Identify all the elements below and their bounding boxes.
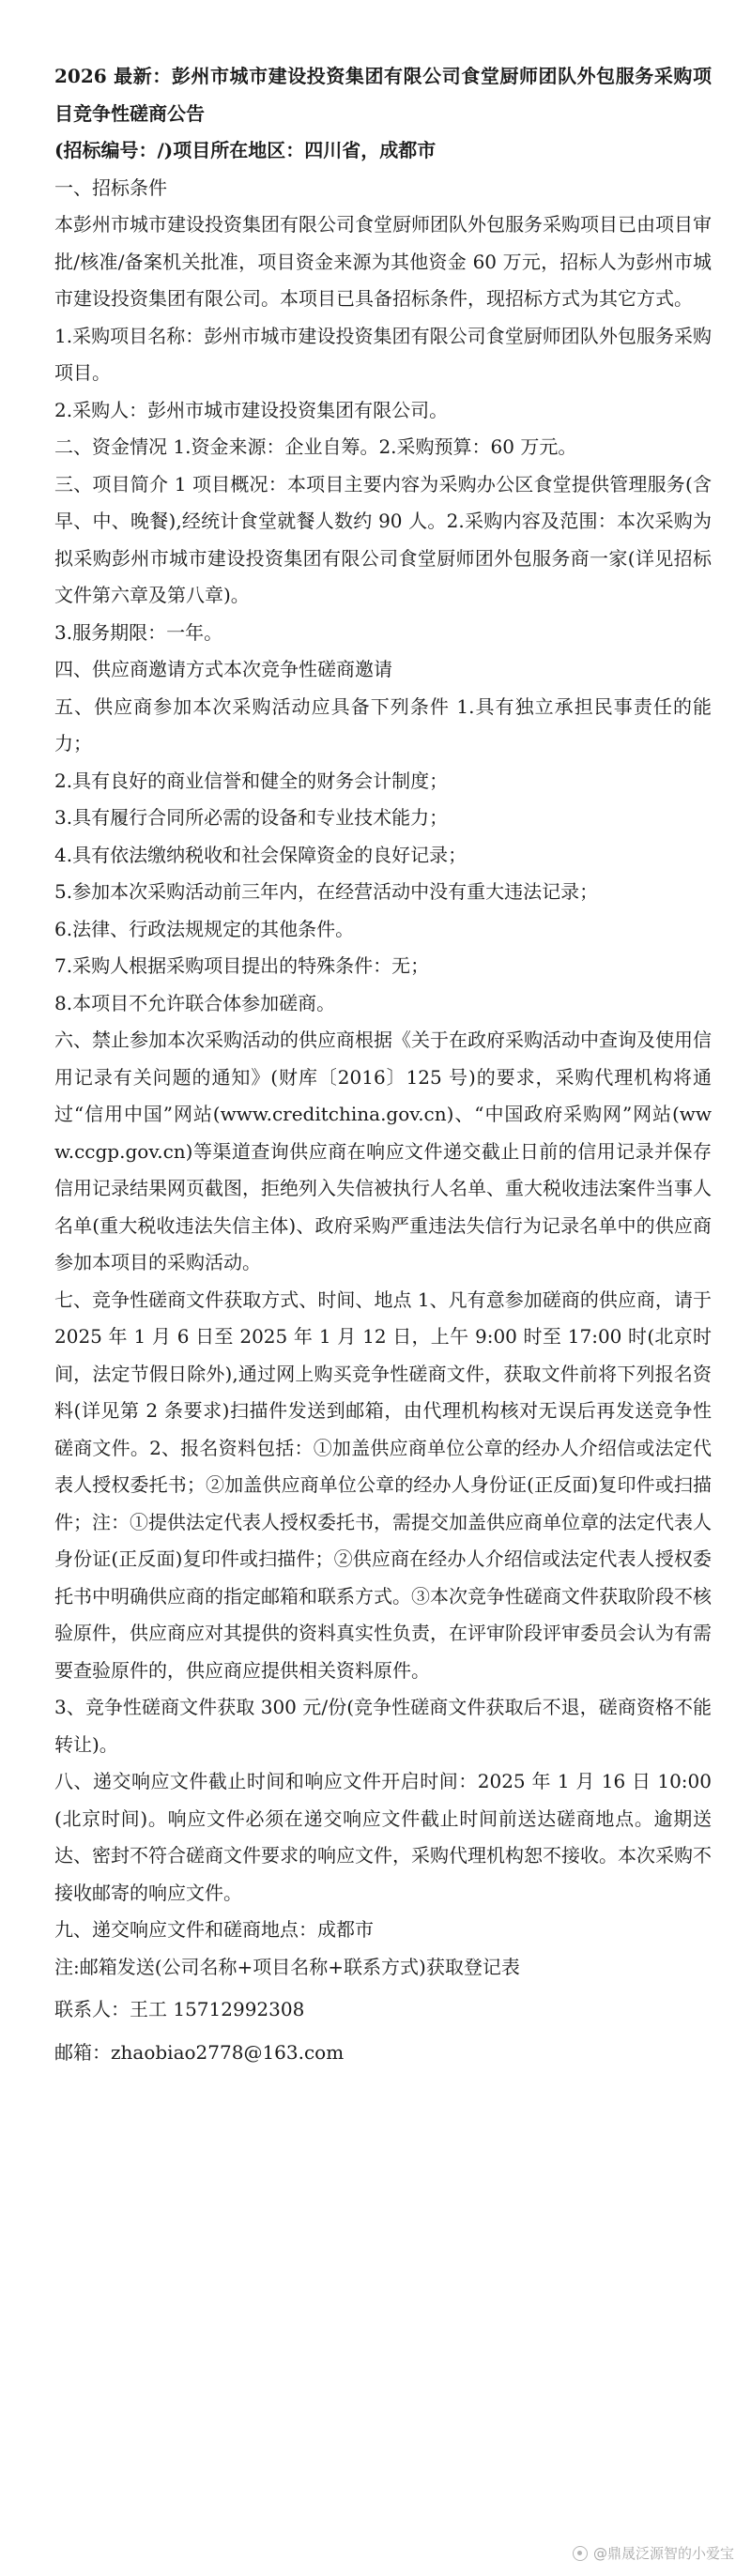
section-heading-9-location: 九、递交响应文件和磋商地点：成都市 (54, 1918, 374, 1941)
paragraph-service-period: 3.服务期限：一年。 (54, 620, 223, 644)
announcement-document (54, 58, 712, 2071)
section-heading-1: 一、招标条件 (54, 175, 167, 199)
requirement-item-7: 7.采购人根据采购项目提出的特殊条件：无； (54, 954, 430, 977)
section-heading-7-document-acquisition: 七、竞争性磋商文件获取方式、时间、地点 1、凡有意参加磋商的供应商，请于 2025 年 1 月 6 日至 2025 年 1 月 12 日，上午 9:00 时至 17:00 时(北京时间，法定节假日除外),通过网上购买竞争性磋商文件，获取文件前将下列报名资料(详见第 2 条要求)扫描件发送到邮箱，由代理机构核对无误后再发送竞争性磋商文件。2、报名资料包括：①加盖供应商单位公章的经办人介绍信或法定代表人授权委托书；②加盖供应商单位公章的经办人身份证(正反面)复印件或扫描件；注：①提供法定代表人授权委托书，需提交加盖供应商单位章的法定代表人身份证(正反面)复印件或扫描件；②供应商在经办人介绍信或法定代表人授权委托书中明确供应商的指定邮箱和联系方式。③本次竞争性磋商文件获取阶段不核验原件，供应商应对其提供的资料真实性负责，在评审阶段评审委员会认为有需要查验原件的，供应商应提供相关资料原件。 (54, 1288, 712, 1682)
requirement-item-4: 4.具有依法缴纳税收和社会保障资金的良好记录； (54, 843, 467, 866)
contact-email: 邮箱：zhaobiao2778@163.com (54, 2040, 345, 2064)
watermark-text: @鼎晟泛源智的小爱宝 (592, 2545, 734, 2562)
section-heading-4-invitation: 四、供应商邀请方式本次竞争性磋商邀请 (54, 658, 392, 680)
watermark-logo-icon (573, 2546, 588, 2561)
section-heading-3-project-intro: 三、项目简介 1 项目概况：本项目主要内容为采购办公区食堂提供管理服务(含早、中、晚餐),经统计食堂就餐人数约 90 人。2.采购内容及范围：本次采购为拟采购彭州市城市建设投资集团有限公司食堂厨师团外包服务商一家(详见招标文件第六章及第八章)。 (54, 472, 712, 606)
section-heading-5-requirements: 五、供应商参加本次采购活动应具备下列条件 1.具有独立承担民事责任的能力； (54, 694, 712, 755)
paragraph-project-name: 1.采购项目名称：彭州市城市建设投资集团有限公司食堂厨师团队外包服务采购项目。 (54, 324, 712, 384)
section-heading-6-prohibition: 六、禁止参加本次采购活动的供应商根据《关于在政府采购活动中查询及使用信用记录有关问题的通知》(财库〔2016〕125 号)的要求，采购代理机构将通过“信用中国”网站(www.creditchina.gov.cn)、“中国政府采购网”网站(www.ccgp.gov.cn)等渠道查询供应商在响应文件递交截止日前的信用记录并保存信用记录结果网页截图，拒绝列入失信被执行人名单、重大税收违法案件当事人名单(重大税收违法失信主体)、政府采购严重违法失信行为记录名单中的供应商参加本项目的采购活动。 (54, 1029, 712, 1273)
contact-person: 联系人：王工 15712992308 (54, 1998, 305, 2020)
watermark (573, 2543, 734, 2563)
requirement-item-2: 2.具有良好的商业信誉和健全的财务会计制度； (54, 769, 449, 792)
announcement-title: 2026 最新：彭州市城市建设投资集团有限公司食堂厨师团队外包服务采购项目竞争性磋商公告 (54, 65, 712, 125)
section-heading-8-deadline: 八、递交响应文件截止时间和响应文件开启时间：2025 年 1 月 16 日 10:00(北京时间)。响应文件必须在递交响应文件截止时间前送达磋商地点。逾期送达、密封不符合磋商文件要求的响应文件，采购代理机构恕不接收。本次采购不接收邮寄的响应文件。 (54, 1770, 712, 1904)
paragraph-tender-conditions: 本彭州市城市建设投资集团有限公司食堂厨师团队外包服务采购项目已由项目审批/核准/备案机关批准，项目资金来源为其他资金 60 万元，招标人为彭州市城市建设投资集团有限公司。本项目已具备招标条件，现招标方式为其它方式。 (54, 213, 712, 310)
requirement-item-3: 3.具有履行合同所必需的设备和专业技术能力； (54, 806, 449, 829)
paragraph-email-note: 注:邮箱发送(公司名称+项目名称+联系方式)获取登记表 (54, 1955, 520, 1978)
paragraph-purchaser: 2.采购人：彭州市城市建设投资集团有限公司。 (54, 398, 449, 421)
section-heading-2-funding: 二、资金情况 1.资金来源：企业自筹。2.采购预算：60 万元。 (54, 435, 577, 458)
paragraph-document-fee: 3、竞争性磋商文件获取 300 元/份(竞争性磋商文件获取后不退，磋商资格不能转让)。 (54, 1696, 712, 1756)
requirement-item-6: 6.法律、行政法规规定的其他条件。 (54, 917, 355, 940)
requirement-item-8: 8.本项目不允许联合体参加磋商。 (54, 991, 336, 1014)
tender-number-location: (招标编号：/)项目所在地区：四川省，成都市 (54, 139, 437, 161)
requirement-item-5: 5.参加本次采购活动前三年内，在经营活动中没有重大违法记录； (54, 880, 599, 903)
